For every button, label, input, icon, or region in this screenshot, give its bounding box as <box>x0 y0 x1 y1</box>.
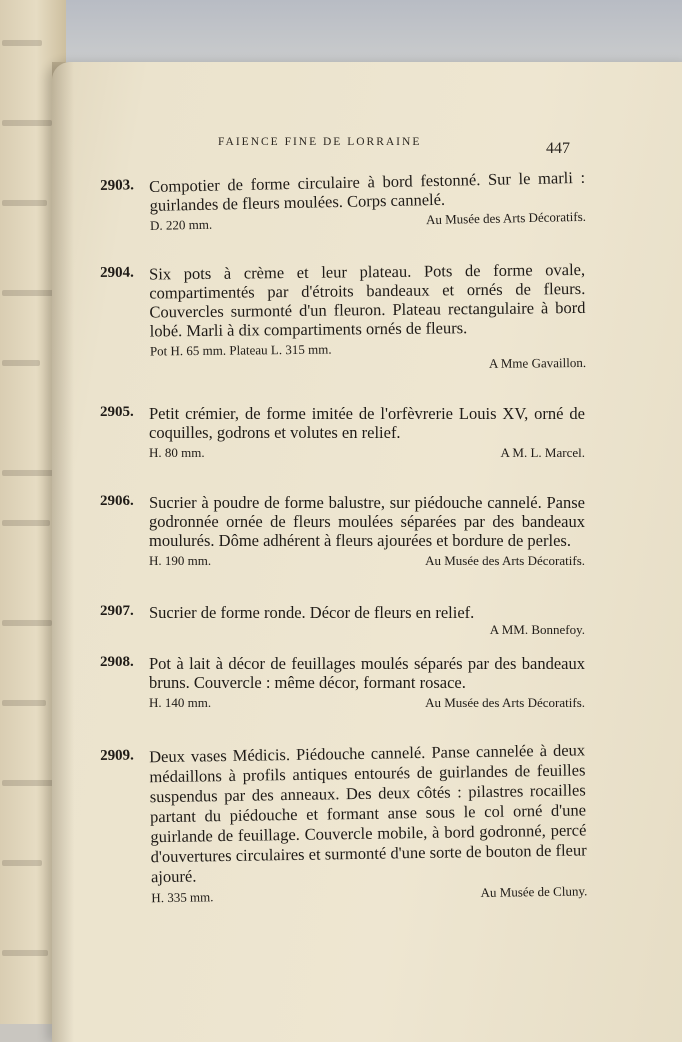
entry-description: Pot à lait à décor de feuillages moulés séparés par des bandeaux bruns. Couvercle : même décor, formant rosace. <box>149 654 585 692</box>
entry-dimensions: H. 80 mm. <box>149 445 205 460</box>
entry-number: 2908. <box>100 654 134 670</box>
entry-description: Deux vases Médicis. Piédouche cannelé. Panse cannelée à deux médaillons à profils antiques entourés de guirlandes de feuilles suspendus par des anneaux. Des deux côtés : pilastres rocailles partant du piédouche et formant anse sous le col orné d'une guirlande de feuillage. Couvercle mobile, à bord godronné, percé d'ouvertures circulaires et surmonté d'une sorte de bouton de fleur ajouré. <box>148 740 587 887</box>
entry-dimensions: Pot H. 65 mm. Plateau L. 315 mm. <box>149 341 332 359</box>
running-head: FAIENCE FINE DE LORRAINE <box>218 136 422 148</box>
entry-owner: Au Musée des Arts Décoratifs. <box>425 553 585 568</box>
faded-text-line <box>2 620 52 626</box>
faded-text-line <box>2 700 46 706</box>
entry-owner: Au Musée des Arts Décoratifs. <box>425 208 587 228</box>
entry-owner: Au Musée de Cluny. <box>480 883 588 901</box>
faded-text-line <box>2 290 54 296</box>
entry-number: 2906. <box>100 493 134 509</box>
entry-owner: Au Musée des Arts Décoratifs. <box>425 695 585 710</box>
entry-number: 2904. <box>100 264 134 281</box>
catalogue-entry <box>100 404 585 461</box>
entry-number: 2903. <box>100 177 135 194</box>
faded-text-line <box>2 950 48 956</box>
catalogue-entry <box>100 493 585 569</box>
catalogue-entry <box>100 260 586 376</box>
entry-owner: A MM. Bonnefoy. <box>489 622 585 637</box>
page-number: 447 <box>546 140 570 157</box>
faded-text-line <box>2 520 50 526</box>
faded-text-line <box>2 470 57 476</box>
entry-owner: A M. L. Marcel. <box>500 445 585 460</box>
faded-text-line <box>2 40 42 46</box>
faded-text-line <box>2 860 42 866</box>
entry-dimensions: D. 220 mm. <box>149 216 213 233</box>
catalogue-entry <box>100 603 585 638</box>
faded-text-line <box>2 780 54 786</box>
entry-description: Six pots à crème et leur plateau. Pots de forme ovale, compartimentés par d'étroits bandeaux et ornés de fleurs. Couvercles surmonté d'un fleuron. Plateau rectangulaire à bord lobé. Marli à dix compartiments ornés de fleurs. <box>148 259 586 341</box>
catalogue-entry <box>100 740 587 907</box>
catalogue-entry <box>100 654 585 711</box>
entry-number: 2905. <box>100 404 134 420</box>
entry-owner: A Mme Gavaillon. <box>488 354 587 371</box>
entry-description: Sucrier à poudre de forme balustre, sur piédouche cannelé. Panse godronnée ornée de fleurs moulées séparées par des bandeaux moulurés. Dôme adhérent à fleurs ajourées et bordure de perles. <box>149 493 585 550</box>
entry-dimensions: H. 140 mm. <box>149 695 212 710</box>
entry-number: 2909. <box>100 747 134 764</box>
entry-description: Sucrier de forme ronde. Décor de fleurs en relief. <box>149 603 475 622</box>
entry-meta <box>149 695 585 711</box>
entry-description: Compotier de forme circulaire à bord festonné. Sur le marli : guirlandes de fleurs moulées. Corps cannelé. <box>148 167 586 215</box>
faded-text-line <box>2 120 52 126</box>
entry-number: 2907. <box>100 603 134 619</box>
entry-meta <box>149 445 585 461</box>
faded-text-line <box>2 360 40 366</box>
entry-meta <box>149 553 585 569</box>
catalogue-entry <box>100 168 586 235</box>
faded-text-line <box>2 200 47 206</box>
entry-dimensions: H. 335 mm. <box>151 889 214 906</box>
entry-dimensions: H. 190 mm. <box>149 553 212 568</box>
page-gutter-shadow <box>52 62 74 1042</box>
entry-description: Petit crémier, de forme imitée de l'orfèvrerie Louis XV, orné de coquilles, godrons et volutes en relief. <box>149 404 585 442</box>
